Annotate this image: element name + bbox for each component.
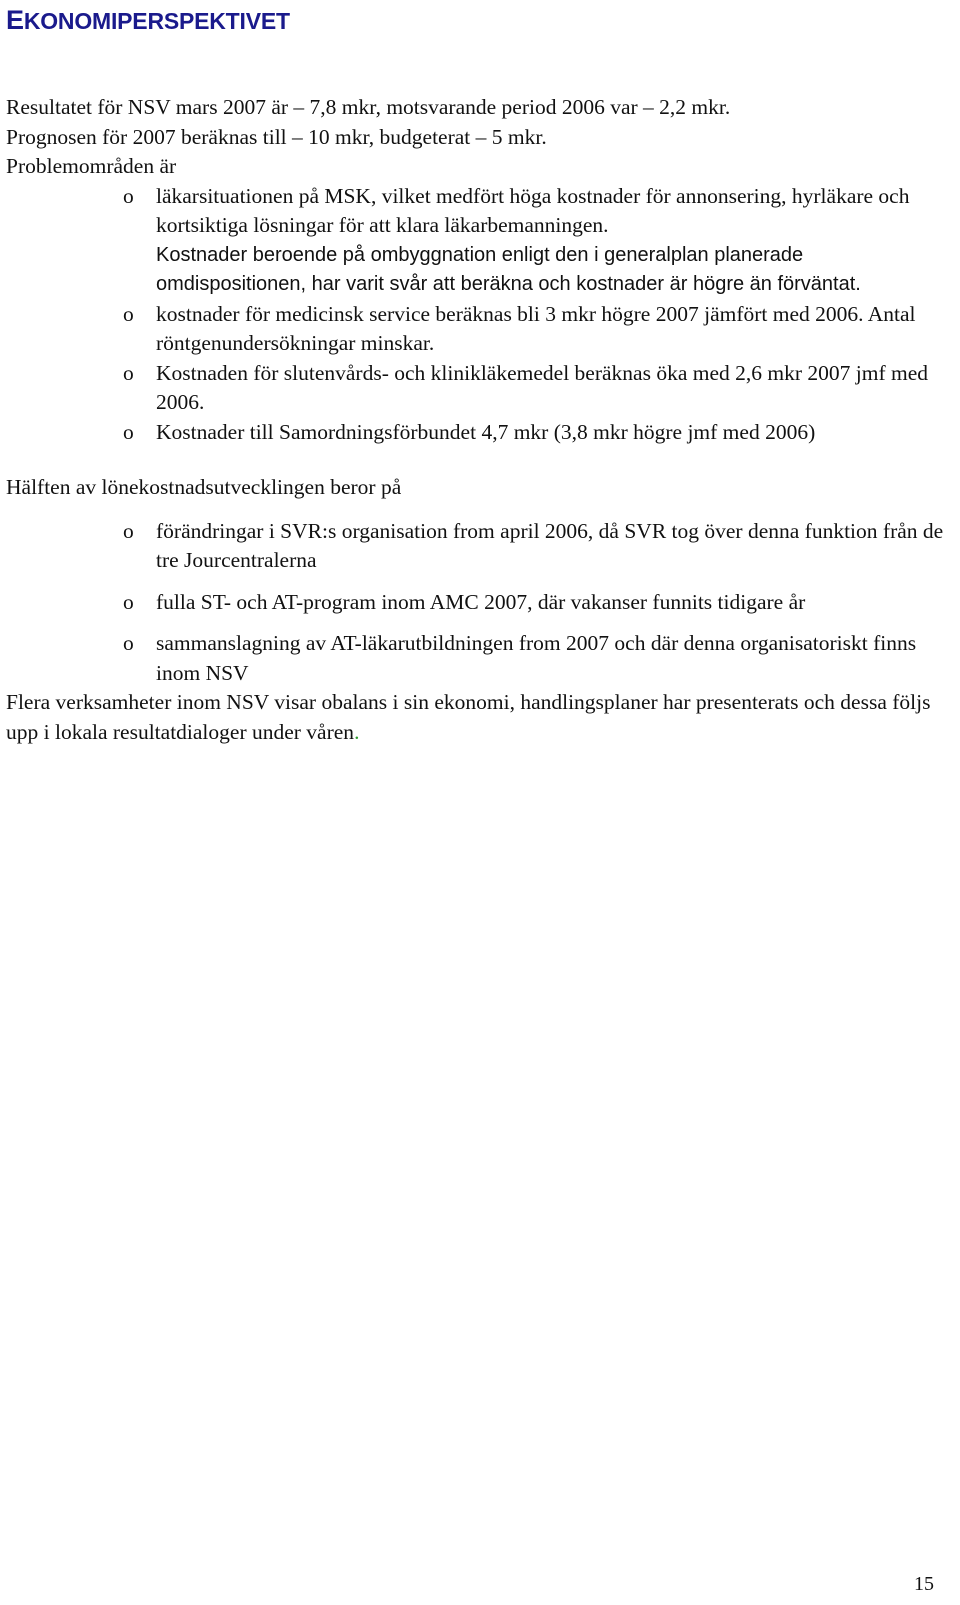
list-item-text: Kostnader till Samordningsförbundet 4,7 mkr (3,8 mkr högre jmf med 2006) [156,419,816,444]
salary-section-title: Hälften av lönekostnadsutvecklingen beror på [6,475,402,499]
problem-list [6,182,946,241]
list-item-text: fulla ST- och AT-program inom AMC 2007, där vakanser funnits tidigare år [156,589,806,614]
heading-rest: KONOMIPERSPEKTIVET [23,8,290,34]
page-number: 15 [914,1573,934,1595]
list-item [123,629,946,688]
list-item-text: läkarsituationen på MSK, vilket medfört höga kostnader för annonsering, hyrläkare och kortsiktiga lösningar för att klara läkarbemanningen. [156,183,910,237]
intro-result-line: Resultatet för NSV mars 2007 är – 7,8 mkr, motsvarande period 2006 var – 2,2 mkr. [6,95,731,119]
document-body [6,93,946,747]
bullet-marker: o [123,589,134,614]
intro-problems-label: Problemområden är [6,154,177,178]
list-item-text: Kostnaden för slutenvårds- och klinikläkemedel beräknas öka med 2,6 mkr 2007 jmf med 2006. [156,360,929,414]
bullet-marker: o [123,301,134,326]
list-item [123,300,946,359]
closing-end-mark: . [354,719,360,744]
closing-text: Flera verksamheter inom NSV visar obalans i sin ekonomi, handlingsplaner har presenterats och dessa följs upp i lokala resultatdialoger under våren [6,690,931,744]
list-item [123,517,946,576]
list-item [123,359,946,418]
list-item [123,182,946,241]
heading-first-letter: E [6,5,24,35]
closing-paragraph [6,688,946,747]
bullet-marker: o [123,518,134,543]
list-item-text: kostnader för medicinsk service beräknas bli 3 mkr högre 2007 jämfört med 2006. Antal röntgenundersökningar minskar. [156,301,916,355]
problem-list-continued [6,300,946,448]
renovation-paragraph: Kostnader beroende på ombyggnation enligt den i generalplan planerade omdispositionen, har varit svår att beräkna och kostnader är högre än förväntat. [156,243,861,295]
list-item [123,418,946,448]
list-item-text: förändringar i SVR:s organisation from april 2006, då SVR tog över denna funktion från de tre Jourcentralerna [156,518,944,572]
list-item [123,588,946,618]
list-item-text: sammanslagning av AT-läkarutbildningen from 2007 och där denna organisatoriskt finns inom NSV [156,631,917,685]
bullet-marker: o [123,631,134,655]
section-heading [6,3,290,38]
salary-list [6,517,946,689]
bullet-marker: o [123,183,134,208]
bullet-marker: o [123,419,134,444]
intro-forecast-line: Prognosen för 2007 beräknas till – 10 mkr, budgeterat – 5 mkr. [6,124,547,149]
bullet-marker: o [123,360,134,385]
